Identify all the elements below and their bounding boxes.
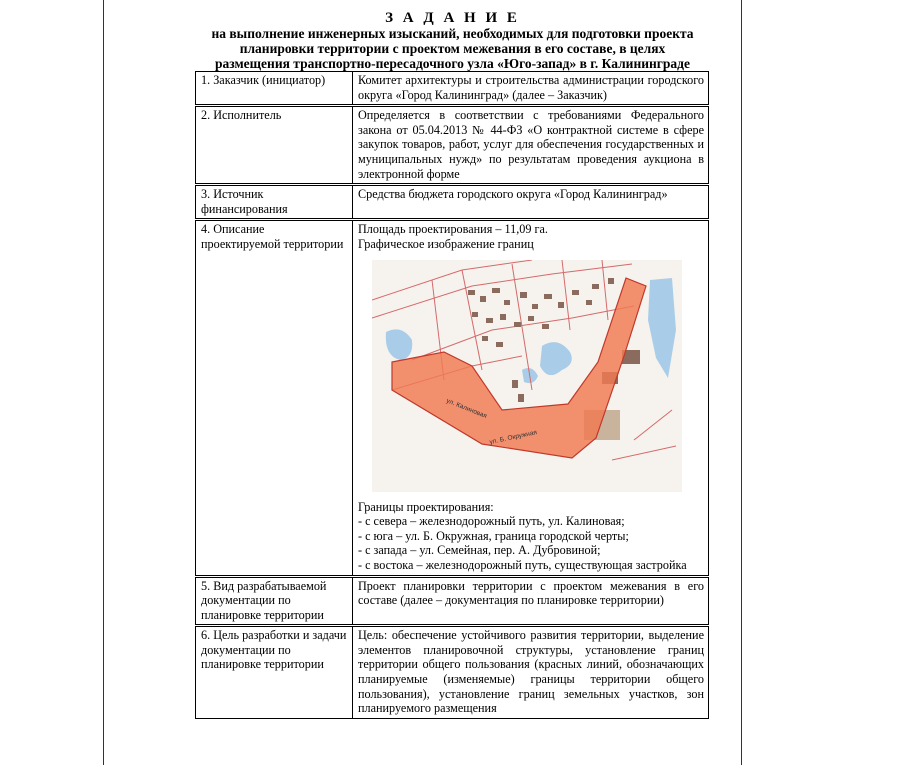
row-value: Определяется в соответствии с требованиями Федерального закона от 05.04.2013 № 44-ФЗ «О контрактной системе в сфере закупок товаров, работ, услуг для обеспечения государственных и муниципальных нужд» по результатам проведения аукциона в электронной форме — [353, 106, 709, 185]
building — [492, 288, 500, 293]
row-value: Проект планировки территории с проектом межевания в его составе (далее – документация по планировке территории) — [353, 576, 709, 626]
assignment-table — [195, 71, 709, 719]
document-subtitle-line-3: размещения транспортно-пересадочного узла «Юго-запад» в г. Калининграде — [214, 56, 691, 71]
building — [608, 278, 614, 284]
row-label: 1. Заказчик (инициатор) — [196, 72, 353, 106]
building — [496, 342, 503, 347]
row-label: 2. Исполнитель — [196, 106, 353, 185]
boundary-map — [372, 260, 682, 492]
boundary-west: - с запада – ул. Семейная, пер. А. Дубровиной; — [358, 543, 601, 558]
street-label-kalinovaya: ул. Калиновая — [445, 396, 488, 420]
row-value — [353, 220, 709, 576]
page-left-edge — [103, 0, 104, 765]
building — [528, 316, 534, 321]
building — [482, 336, 488, 341]
street-label-okruzhnaya: ул. Б. Окружная — [488, 428, 538, 446]
building — [586, 300, 592, 305]
table-row — [196, 72, 709, 106]
boundary-north: - с севера – железнодорожный путь, ул. Калиновая; — [358, 514, 625, 529]
building — [518, 394, 524, 402]
table-row — [196, 185, 709, 220]
page-right-edge — [741, 0, 742, 765]
building — [542, 324, 549, 329]
document-subtitle-line-1: на выполнение инженерных изысканий, необходимых для подготовки проекта — [211, 26, 694, 41]
building — [480, 296, 486, 302]
boundary-map-image — [372, 260, 682, 492]
table-row — [196, 626, 709, 719]
document-title: З А Д А Н И Е — [385, 10, 520, 26]
building — [504, 300, 510, 305]
row-value: Средства бюджета городского округа «Город Калининград» — [353, 185, 709, 220]
building — [486, 318, 493, 323]
table-row — [196, 106, 709, 185]
building — [520, 292, 527, 298]
building — [514, 322, 521, 327]
table-row — [196, 220, 709, 576]
building — [572, 290, 579, 295]
building — [512, 380, 518, 388]
boundary-east: - с востока – железнодорожный путь, существующая застройка — [358, 557, 687, 572]
boundary-south: - с юга – ул. Б. Окружная, граница городской черты; — [358, 528, 629, 543]
row-label: 3. Источник финансирования — [196, 185, 353, 220]
boundaries-title: Границы проектирования: — [358, 499, 494, 514]
building — [468, 290, 475, 295]
row-label: 6. Цель разработки и задачи документации по планировке территории — [196, 626, 353, 719]
row-label-line: 4. Описание — [201, 222, 265, 237]
row-label-line: проектируемой территории — [201, 236, 344, 251]
row-value: Комитет архитектуры и строительства администрации городского округа «Город Калининград» (далее – Заказчик) — [353, 72, 709, 106]
row-label: 5. Вид разрабатываемой документации по планировке территории — [196, 576, 353, 626]
row-label — [196, 220, 353, 576]
building — [472, 312, 478, 317]
building — [592, 284, 599, 289]
row-value: Цель: обеспечение устойчивого развития территории, выделение элементов планировочной структуры, установление границ территории общего пользования (красных линий, обозначающих планируемые (изменяемые) границы территории общего пользования), установление границ земельных участков, зон планируемого размещения — [353, 626, 709, 719]
building — [532, 304, 538, 309]
building — [544, 294, 552, 299]
area-text: Площадь проектирования – 11,09 га. — [358, 222, 548, 237]
document-subtitle-line-2: планировки территории с проектом межевания в его составе, в целях — [239, 41, 666, 56]
building — [500, 314, 506, 320]
table-row — [196, 576, 709, 626]
graphic-caption: Графическое изображение границ — [358, 236, 534, 251]
building — [558, 302, 564, 308]
